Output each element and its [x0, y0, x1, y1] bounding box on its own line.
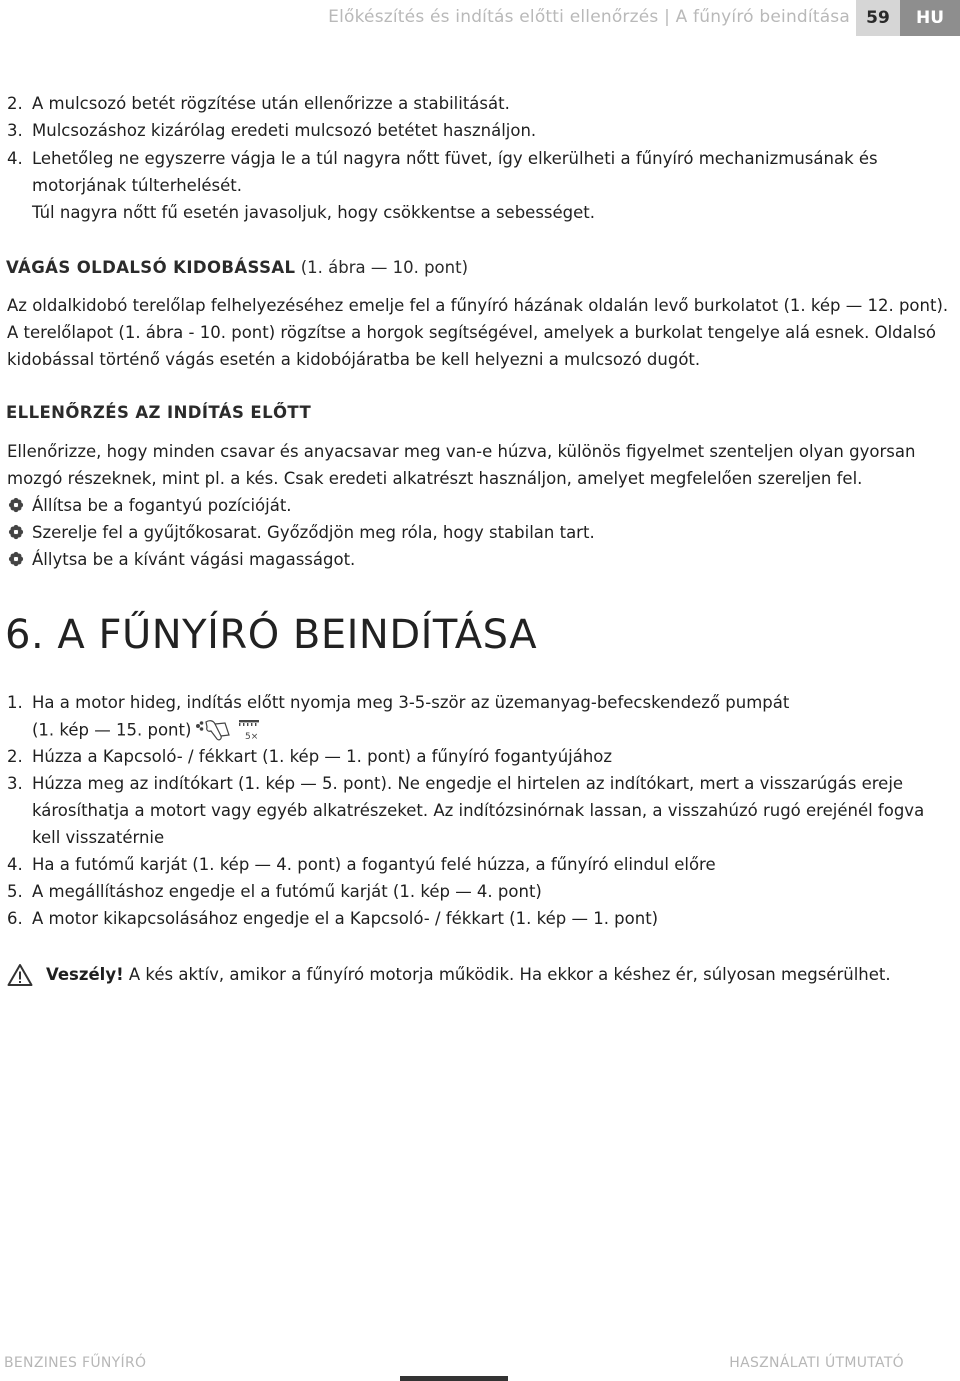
step-text: Ha a motor hideg, indítás előtt nyomja meg 3-5-ször az üzemanyag-befecskendező pumpát — [32, 693, 790, 712]
flower-bullet-icon — [8, 551, 24, 567]
step-number: 6. — [7, 909, 23, 928]
list-item: A mulcsozó betét rögzítése után ellenőrizze a stabilitását. — [32, 94, 510, 113]
step-reference: (1. kép — 15. pont) — [32, 720, 192, 740]
step-text: A megállításhoz engedje el a futómű karját (1. kép — 4. pont) — [32, 882, 542, 901]
paragraph-line: Ellenőrizze, hogy minden csavar és anyacsavar meg van-e húzva, különös figyelmet szenteljen olyan gyorsan — [7, 442, 916, 461]
section-heading-check: ELLENŐRZÉS AZ INDÍTÁS ELŐTT — [6, 403, 312, 422]
paragraph-line: A terelőlapot (1. ábra - 10. pont) rögzítse a horgok segítségével, amelyek a burkolat tengelye alá esnek. Oldalsó — [7, 323, 937, 342]
bullet-item: Állytsa be a kívánt vágási magasságot. — [32, 550, 356, 569]
warning-message — [46, 962, 891, 989]
list-item-continued: Túl nagyra nőtt fű esetén javasoljuk, hogy csökkentse a sebességet. — [32, 203, 596, 222]
bullet-item: Állítsa be a fogantyú pozícióját. — [32, 496, 292, 515]
flower-bullet-icon — [8, 497, 24, 513]
list-number: 4. — [7, 149, 23, 168]
step-text-continued: károsíthatja a motort vagy egyéb alkatrészeket. Az indítózsinórnak lassan, a visszahúzó rugó erejénél fogva — [32, 801, 925, 820]
list-item-continued: motorjának túlterhelését. — [32, 176, 243, 195]
step-text-continued: kell visszatérnie — [32, 828, 165, 847]
heading-reference: (1. ábra — 10. pont) — [295, 258, 469, 277]
step-text: A motor kikapcsolásához engedje el a Kapcsoló- / fékkart (1. kép — 1. pont) — [32, 909, 659, 928]
step-number: 5. — [7, 882, 23, 901]
list-number: 3. — [7, 121, 23, 140]
footer-bar — [400, 1376, 508, 1381]
list-number: 2. — [7, 94, 23, 113]
primer-count-label: 5× — [245, 732, 259, 742]
warning-triangle-icon — [7, 963, 33, 987]
step-number: 3. — [7, 774, 23, 793]
running-header: Előkészítés és indítás előtti ellenőrzés | A fűnyíró beindítása — [328, 7, 850, 27]
step-number: 4. — [7, 855, 23, 874]
section-heading-side-discharge — [6, 258, 468, 277]
footer-product: BENZINES FŰNYÍRÓ — [4, 1355, 147, 1371]
paragraph-line: Az oldalkidobó terelőlap felhelyezéséhez emelje fel a fűnyíró házának oldalán levő burkolatot (1. kép — 12. pont). — [7, 296, 949, 315]
step-text: Húzza meg az indítókart (1. kép — 5. pont). Ne engedje el hirtelen az indítókart, mert a visszarúgás ereje — [32, 774, 904, 793]
step-text: Ha a futómű karját (1. kép — 4. pont) a fogantyú felé húzza, a fűnyíró elindul előre — [32, 855, 716, 874]
language-tab: HU — [900, 0, 960, 36]
step-text: Húzza a Kapcsoló- / fékkart (1. kép — 1. pont) a fűnyíró fogantyújához — [32, 747, 613, 766]
chapter-heading: 6. A FŰNYÍRÓ BEINDÍTÁSA — [5, 612, 538, 658]
list-item: Lehetőleg ne egyszerre vágja le a túl nagyra nőtt füvet, így elkerülheti a fűnyíró mechanizmusának és — [32, 149, 878, 168]
primer-pump-icon — [195, 717, 263, 745]
page-number: 59 — [856, 0, 900, 36]
step-number: 2. — [7, 747, 23, 766]
step-text-continued — [32, 717, 263, 745]
warning-text: A kés aktív, amikor a fűnyíró motorja működik. Ha ekkor a késhez ér, súlyosan megsérülhet. — [123, 965, 891, 984]
heading-text: VÁGÁS OLDALSÓ KIDOBÁSSAL — [6, 258, 296, 277]
step-number: 1. — [7, 693, 23, 712]
warning-label: Veszély! — [46, 965, 124, 984]
flower-bullet-icon — [8, 524, 24, 540]
paragraph-line: kidobással történő vágás esetén a kidobójáratba be kell helyezni a mulcsozó dugót. — [7, 350, 701, 369]
list-item: Mulcsozáshoz kizárólag eredeti mulcsozó betétet használjon. — [32, 121, 537, 140]
paragraph-line: mozgó részeknek, mint pl. a kés. Csak eredeti alkatrészt használjon, amelyet megfelelően szereljen fel. — [7, 469, 863, 488]
footer-manual: HASZNÁLATI ÚTMUTATÓ — [729, 1355, 904, 1371]
bullet-item: Szerelje fel a gyűjtőkosarat. Győződjön meg róla, hogy stabilan tart. — [32, 523, 595, 542]
